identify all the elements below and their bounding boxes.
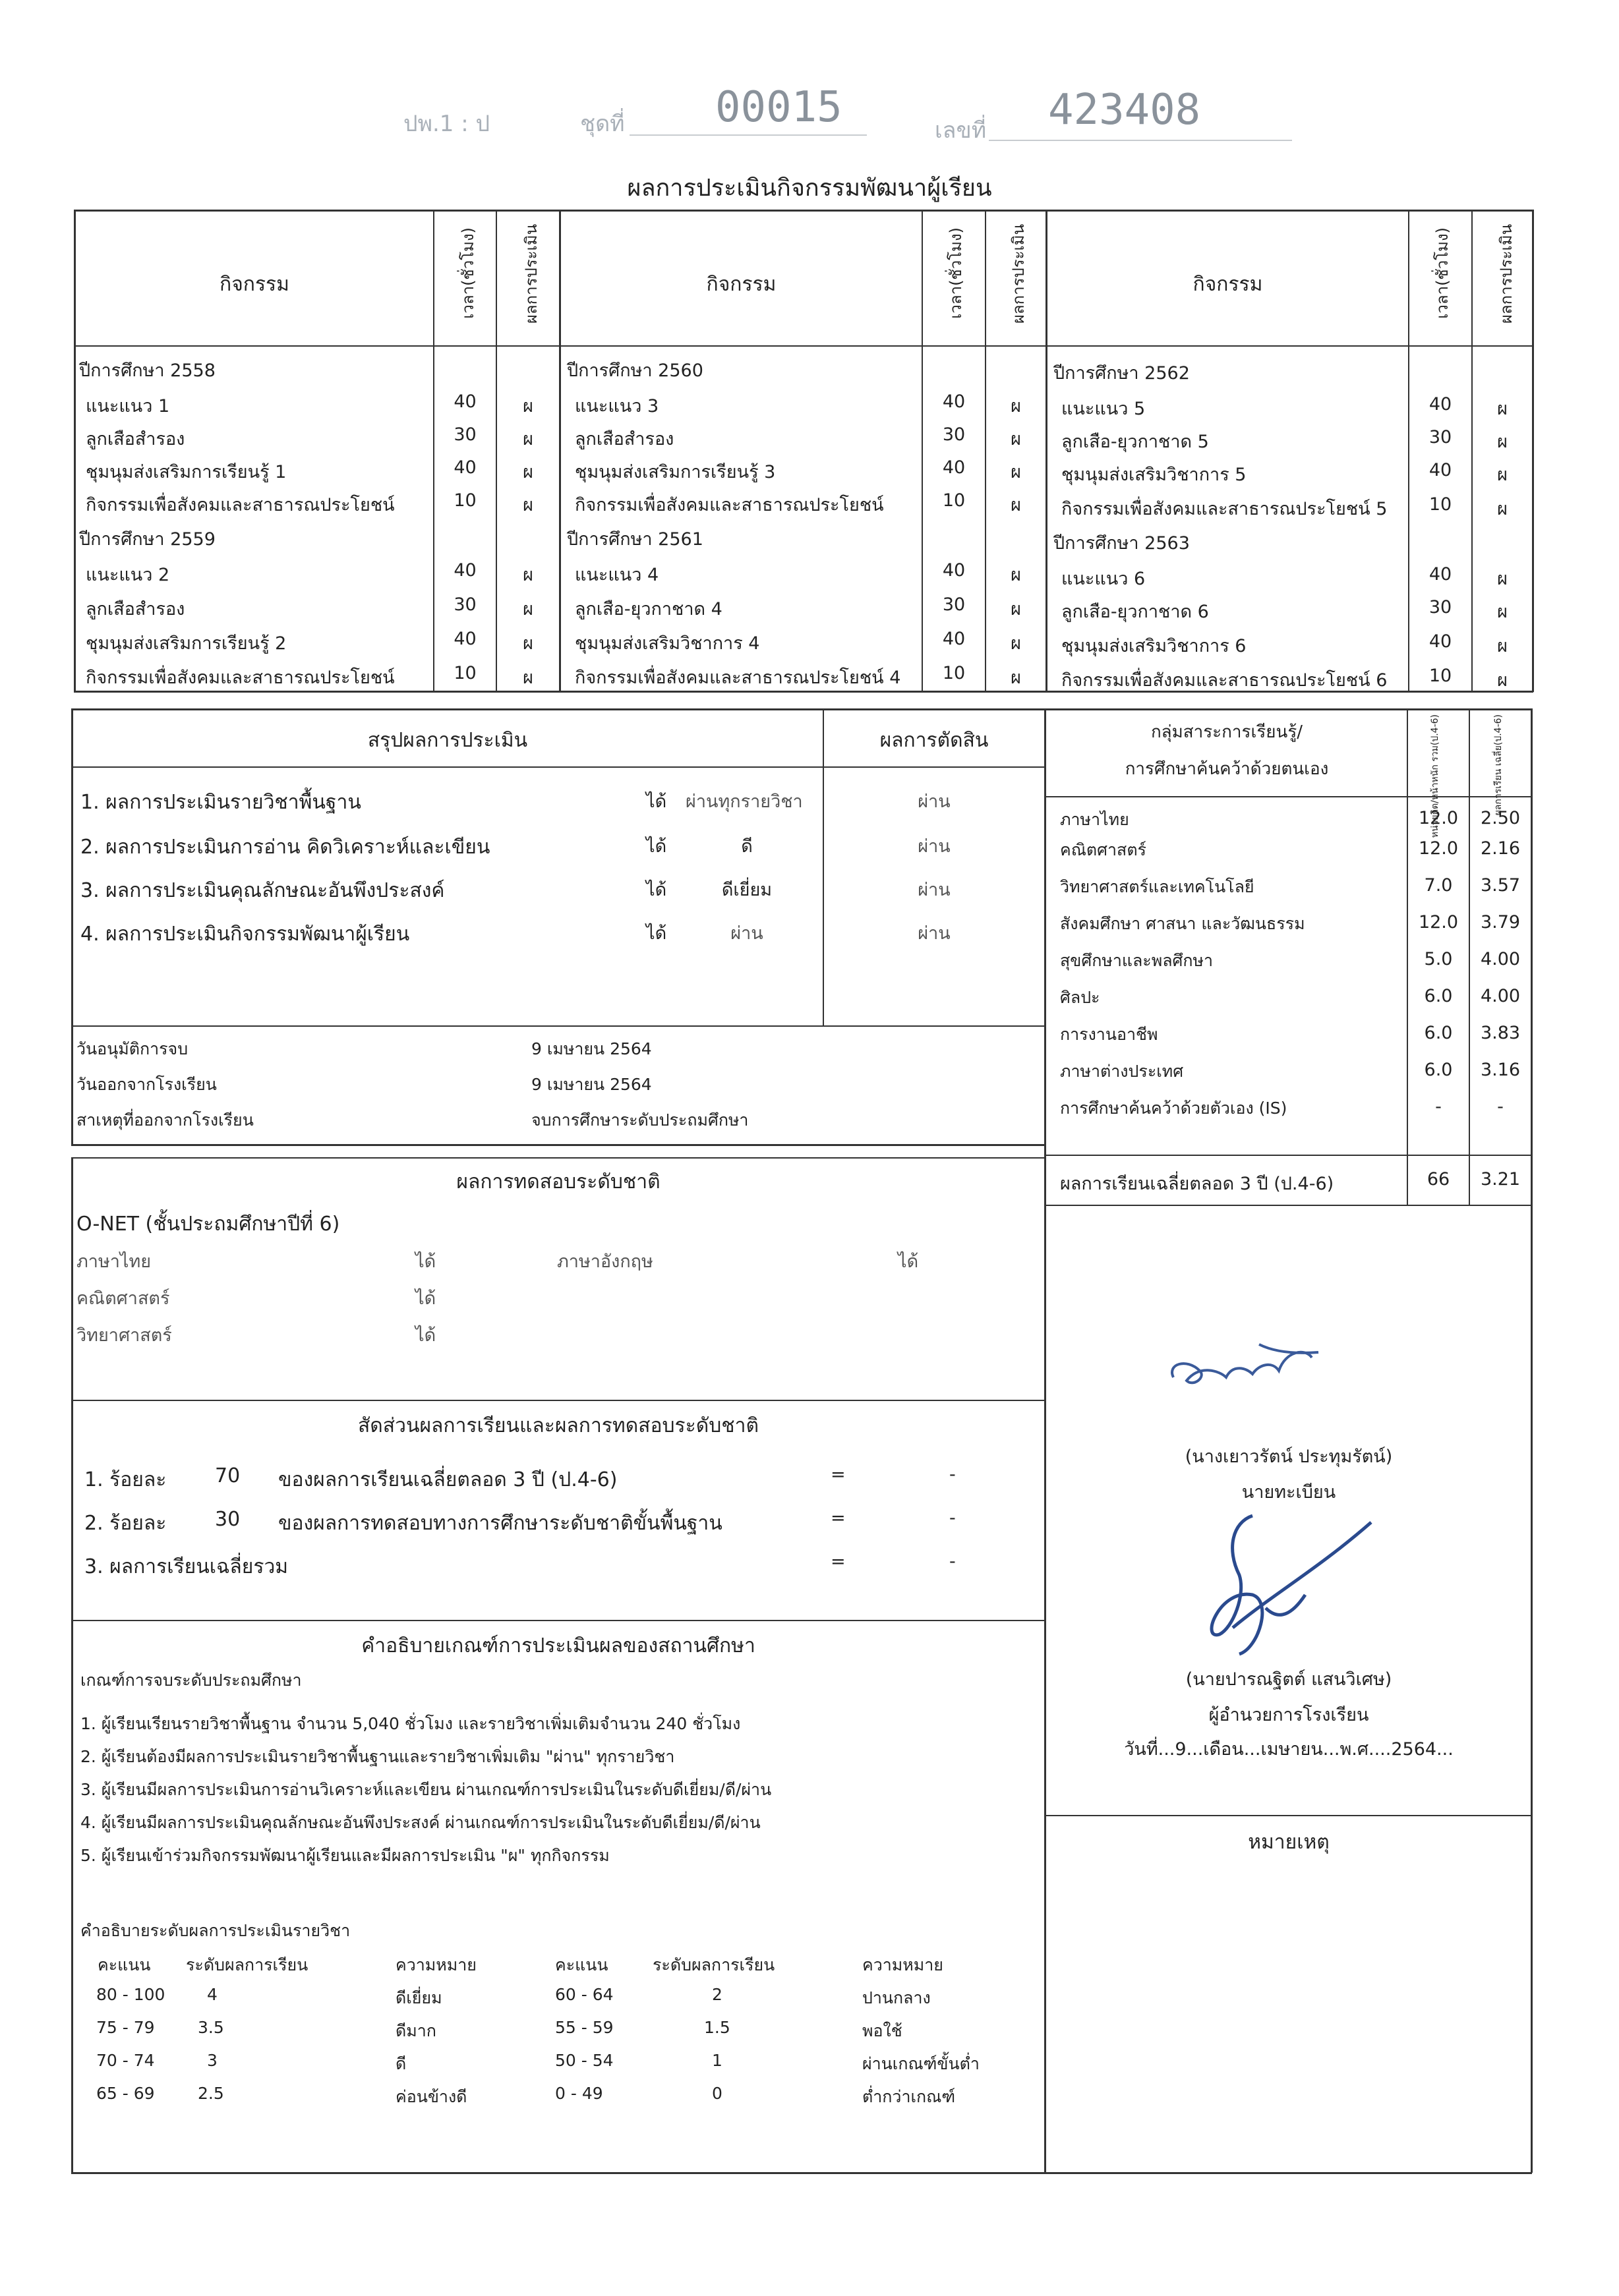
activity-hours: 40 [942,629,966,649]
activity-name: ชุมนุมส่งเสริมวิชาการ 5 [1061,465,1247,485]
grade-cell: 75 - 79 [96,2018,155,2037]
activity-result: ผ [523,429,533,449]
activity-hours: 40 [942,391,966,412]
subject-name: การงานอาชีพ [1060,1025,1158,1044]
activity-hours: 40 [454,391,477,412]
set-underline [630,134,867,136]
activity-name: แนะแนว 6 [1061,569,1146,589]
summary-item-label: 4. ผลการประเมินกิจกรรมพัฒนาผู้เรียน [80,923,410,946]
activity-name: ลูกเสือสำรอง [86,429,185,449]
criteria-item: 1. ผู้เรียนเรียนรายวิชาพื้นฐาน จำนวน 5,040 ชั่วโมง และรายวิชาเพิ่มเติมจำนวน 240 ชั่วโมง [80,1714,741,1733]
grade-cell: 2 [712,1985,722,2004]
activity-hours: 10 [1428,666,1452,686]
director-title: ผู้อำนวยการโรงเรียน [1208,1705,1369,1725]
subject-name: สังคมศึกษา ศาสนา และวัฒนธรรม [1060,914,1305,933]
year-label: ปีการศึกษา 2563 [1053,533,1190,554]
summary-item-label: 2. ผลการประเมินการอ่าน คิดวิเคราะห์และเขียน [80,836,490,859]
subject-credits: 6.0 [1424,1023,1453,1043]
subjects-col-grade: ผลการเรียน เฉลี่ย(ป.4-6) [1493,714,1504,816]
criteria-subtitle: เกณฑ์การจบระดับประถมศึกษา [80,1671,302,1690]
activity-result: ผ [523,599,533,619]
grade-header: คะแนน [98,1955,151,1974]
ratio-pct: 70 [215,1464,241,1487]
activity-name: แนะแนว 4 [575,565,659,585]
leave-reason-value: จบการศึกษาระดับประถมศึกษา [531,1110,749,1130]
activity-name: ชุมนุมส่งเสริมการเรียนรู้ 2 [86,633,287,654]
summary-item-got: ได้ [646,836,667,857]
activity-hours: 30 [454,594,477,615]
subject-name: วิทยาศาสตร์และเทคโนโลยี [1060,877,1254,896]
grade-cell: 2.5 [198,2084,224,2103]
grade-cell: 3.5 [198,2018,224,2037]
onet-subject: ภาษาไทย [76,1251,152,1272]
subject-name: ภาษาไทย [1060,810,1129,829]
average-label: ผลการเรียนเฉลี่ยตลอด 3 ปี (ป.4-6) [1060,1174,1334,1194]
ratio-eq: = [831,1464,846,1485]
subject-credits: 12.0 [1418,838,1459,859]
activity-hours: 40 [1428,460,1452,480]
activity-result: ผ [1011,668,1021,688]
activity-result: ผ [1497,602,1508,622]
ratio-eq: = [831,1508,846,1528]
subject-name: ศิลปะ [1060,988,1100,1007]
activity-result: ผ [1011,565,1021,585]
activity-name: ลูกเสือสำรอง [575,429,674,449]
activity-result: ผ [523,396,533,416]
grade-header: ระดับผลการเรียน [186,1955,309,1974]
activity-name: แนะแนว 2 [86,565,170,585]
set-number: 00015 [715,83,842,132]
subject-grade: 3.79 [1480,912,1521,933]
grade-cell: ดีมาก [396,2021,436,2040]
ratio-label: 1. ร้อยละ [84,1468,167,1491]
activity-hours: 10 [942,663,966,683]
criteria-item: 4. ผู้เรียนมีผลการประเมินคุณลักษณะอันพึงประสงค์ ผ่านเกณฑ์การประเมินในระดับดีเยี่ยม/ดี/ผ่าน [80,1813,761,1832]
col-hours-header-1: เวลา(ชั่วโมง) [459,227,477,319]
activity-hours: 40 [454,629,477,649]
activity-name: ลูกเสือสำรอง [86,599,185,619]
ratio-pct: 30 [215,1508,241,1531]
activity-name: ชุมนุมส่งเสริมวิชาการ 4 [575,633,760,654]
summary-item-got: ได้ [646,880,667,900]
activity-name: ลูกเสือ-ยุวกาชาด 5 [1061,432,1209,452]
grade-cell: ดี [396,2054,407,2073]
subject-grade: 4.00 [1480,949,1521,969]
activity-name: แนะแนว 1 [86,396,170,416]
approve-date-value: 9 เมษายน 2564 [531,1039,652,1058]
onet-subtitle: O-NET (ชั้นประถมศึกษาปีที่ 6) [76,1213,340,1236]
director-signature [1173,1496,1384,1667]
activity-result: ผ [523,668,533,688]
grade-cell: พอใช้ [862,2021,902,2040]
grade-cell: 80 - 100 [96,1985,165,2004]
activity-hours: 30 [1428,427,1452,447]
doc-number: 423408 [1048,86,1201,134]
summary-item-got: ได้ [646,791,667,812]
subject-grade: - [1497,1097,1504,1117]
subject-grade: 4.00 [1480,986,1521,1006]
grade-cell: 0 - 49 [555,2084,603,2103]
grade-cell: 70 - 74 [96,2051,155,2070]
ratio-value: - [949,1508,956,1528]
grade-cell: ผ่านเกณฑ์ขั้นต่ำ [862,2054,980,2073]
summary-item-decision: ผ่าน [918,923,951,944]
activity-result: ผ [1497,399,1508,419]
subject-grade: 2.50 [1480,808,1521,828]
director-name: (นายปารณฐิตต์ แสนวิเศษ) [1185,1669,1392,1690]
activity-hours: 30 [1428,597,1452,617]
remarks-title: หมายเหตุ [1248,1831,1330,1854]
activity-hours: 10 [942,490,966,511]
subject-credits: 12.0 [1418,808,1459,828]
leave-date-label: วันออกจากโรงเรียน [76,1075,217,1094]
activity-hours: 40 [942,560,966,581]
activity-name: กิจกรรมเพื่อสังคมและสาธารณประโยชน์ [86,668,395,688]
summary-item-decision: ผ่าน [918,791,951,812]
subject-name: การศึกษาค้นคว้าด้วยตัวเอง (IS) [1060,1099,1287,1118]
year-label: ปีการศึกษา 2558 [79,360,216,381]
grade-cell: 1.5 [704,2018,730,2037]
ratio-desc: ของผลการเรียนเฉลี่ยตลอด 3 ปี (ป.4-6) [278,1468,618,1491]
col-activity-header-3: กิจกรรม [1192,273,1263,296]
decision-title: ผลการตัดสิน [879,729,989,752]
summary-item-value: ผ่านทุกรายวิชา [686,791,803,812]
registrar-name: (นางเยาวรัตน์ ประทุมรัตน์) [1185,1447,1393,1467]
grade-header: คะแนน [555,1955,608,1974]
average-credits: 66 [1427,1169,1450,1190]
activity-name: ลูกเสือ-ยุวกาชาด 4 [575,599,722,619]
col-result-header-2: ผลการประเมิน [1009,224,1028,324]
subject-credits: - [1435,1097,1442,1117]
grade-cell: 60 - 64 [555,1985,614,2004]
page-title: ผลการประเมินกิจกรรมพัฒนาผู้เรียน [627,175,992,202]
activity-result: ผ [1497,670,1508,691]
subject-credits: 7.0 [1424,875,1453,896]
activity-hours: 10 [454,490,477,511]
activity-result: ผ [1497,636,1508,656]
ratio-label: 3. ผลการเรียนเฉลี่ยรวม [84,1555,289,1578]
activity-name: ลูกเสือ-ยุวกาชาด 6 [1061,602,1209,622]
grade-cell: 4 [207,1985,218,2004]
activity-name: ชุมนุมส่งเสริมวิชาการ 6 [1061,636,1247,656]
activity-hours: 40 [454,457,477,478]
activity-hours: 30 [942,594,966,615]
grade-cell: 65 - 69 [96,2084,155,2103]
activity-result: ผ [1011,429,1021,449]
signature-date: วันที่...9...เดือน...เมษายน...พ.ศ....2564... [1124,1739,1454,1760]
activity-result: ผ [523,565,533,585]
grade-cell: 55 - 59 [555,2018,614,2037]
subject-grade: 3.83 [1480,1023,1521,1043]
onet-subject: คณิตศาสตร์ [76,1288,170,1309]
ratio-desc: ของผลการทดสอบทางการศึกษาระดับชาติขั้นพื้นฐาน [278,1512,722,1535]
activity-result: ผ [523,462,533,482]
subject-credits: 5.0 [1424,949,1453,969]
activity-hours: 40 [1428,631,1452,652]
year-label: ปีการศึกษา 2561 [567,529,703,550]
grade-cell: 50 - 54 [555,2051,614,2070]
set-label: ชุดที่ [580,111,625,137]
onet-english-subject: ภาษาอังกฤษ [557,1251,653,1272]
summary-item-label: 1. ผลการประเมินรายวิชาพื้นฐาน [80,791,361,814]
summary-item-label: 3. ผลการประเมินคุณลักษณะอันพึงประสงค์ [80,879,445,902]
summary-title: สรุปผลการประเมิน [367,729,528,752]
grade-cell: ค่อนข้างดี [396,2087,467,2106]
col-result-header-1: ผลการประเมิน [522,224,541,324]
activity-name: แนะแนว 3 [575,396,659,416]
summary-item-decision: ผ่าน [918,836,951,857]
activity-name: กิจกรรมเพื่อสังคมและสาธารณประโยชน์ [86,495,395,515]
onet-subject: วิทยาศาสตร์ [76,1325,172,1346]
activity-hours: 30 [942,424,966,445]
activity-name: กิจกรรมเพื่อสังคมและสาธารณประโยชน์ 6 [1061,670,1388,691]
activity-result: ผ [1011,599,1021,619]
registrar-title: นายทะเบียน [1241,1482,1336,1503]
activity-name: กิจกรรมเพื่อสังคมและสาธารณประโยชน์ 4 [575,668,901,688]
activity-hours: 10 [454,663,477,683]
year-label: ปีการศึกษา 2559 [79,529,216,550]
criteria-item: 2. ผู้เรียนต้องมีผลการประเมินรายวิชาพื้นฐานและรายวิชาเพิ่มเติม "ผ่าน" ทุกรายวิชา [80,1747,675,1766]
subject-grade: 3.57 [1480,875,1521,896]
subjects-header-line1: กลุ่มสาระการเรียนรู้/ [1150,722,1303,742]
subject-name: คณิตศาสตร์ [1060,840,1146,859]
average-grade: 3.21 [1480,1169,1521,1190]
criteria-title: คำอธิบายเกณฑ์การประเมินผลของสถานศึกษา [361,1634,755,1657]
leave-date-value: 9 เมษายน 2564 [531,1075,652,1094]
leave-reason-label: สาเหตุที่ออกจากโรงเรียน [76,1110,254,1130]
grade-cell: ปานกลาง [862,1988,931,2007]
subjects-header-line2: การศึกษาค้นคว้าด้วยตนเอง [1125,759,1329,779]
ratio-value: - [949,1551,956,1572]
no-label: เลขที่ [935,117,987,144]
activity-result: ผ [1497,432,1508,452]
col-hours-header-3: เวลา(ชั่วโมง) [1433,227,1452,319]
summary-item-value: ผ่าน [730,923,763,944]
summary-item-decision: ผ่าน [918,880,951,900]
activity-result: ผ [1497,569,1508,589]
ratio-label: 2. ร้อยละ [84,1512,167,1535]
activity-name: ชุมนุมส่งเสริมการเรียนรู้ 3 [575,462,776,482]
approve-date-label: วันอนุมัติการจบ [76,1039,189,1058]
activity-hours: 40 [942,457,966,478]
subject-grade: 2.16 [1480,838,1521,859]
grade-cell: 0 [712,2084,722,2103]
subject-credits: 6.0 [1424,986,1453,1006]
criteria-item: 3. ผู้เรียนมีผลการประเมินการอ่านวิเคราะห์และเขียน ผ่านเกณฑ์การประเมินในระดับดีเยี่ยม/ดี/ผ่าน [80,1780,772,1799]
col-result-header-3: ผลการประเมิน [1497,224,1516,324]
subject-name: ภาษาต่างประเทศ [1060,1062,1184,1081]
ratio-value: - [949,1464,956,1485]
activity-hours: 40 [454,560,477,581]
activity-name: กิจกรรมเพื่อสังคมและสาธารณประโยชน์ [575,495,884,515]
onet-english-result: ได้ [898,1251,919,1272]
activity-result: ผ [523,633,533,654]
col-hours-header-2: เวลา(ชั่วโมง) [947,227,965,319]
activity-result: ผ [1497,499,1508,519]
activity-hours: 40 [1428,394,1452,415]
activity-result: ผ [1011,462,1021,482]
grade-header: ระดับผลการเรียน [653,1955,775,1974]
ratio-title: สัดส่วนผลการเรียนและผลการทดสอบระดับชาติ [358,1414,759,1437]
activity-name: ชุมนุมส่งเสริมการเรียนรู้ 1 [86,462,287,482]
subject-credits: 6.0 [1424,1060,1453,1080]
grade-header: ความหมาย [862,1955,943,1974]
subject-grade: 3.16 [1480,1060,1521,1080]
registrar-signature [1160,1325,1332,1404]
ratio-eq: = [831,1551,846,1572]
grade-cell: 3 [207,2051,218,2070]
activity-hours: 40 [1428,564,1452,585]
subject-name: สุขศึกษาและพลศึกษา [1060,951,1214,970]
criteria-item: 5. ผู้เรียนเข้าร่วมกิจกรรมพัฒนาผู้เรียนและมีผลการประเมิน "ผ" ทุกกิจกรรม [80,1846,610,1865]
activity-result: ผ [1011,495,1021,515]
grade-header: ความหมาย [396,1955,477,1974]
onet-result: ได้ [415,1325,436,1346]
year-label: ปีการศึกษา 2560 [567,360,703,381]
activity-result: ผ [523,495,533,515]
activity-result: ผ [1011,396,1021,416]
col-activity-header-1: กิจกรรม [220,273,289,296]
activity-result: ผ [1497,465,1508,485]
onet-result: ได้ [415,1251,436,1272]
form-code: ปพ.1 : ป [403,111,490,137]
no-underline [989,140,1292,141]
col-activity-header-2: กิจกรรม [706,273,777,296]
grade-cell: 1 [712,2051,722,2070]
grade-cell: ต่ำกว่าเกณฑ์ [862,2087,956,2106]
activity-name: แนะแนว 5 [1061,399,1146,419]
activity-hours: 30 [454,424,477,445]
grade-cell: ดีเยี่ยม [396,1988,442,2007]
onet-title: ผลการทดสอบระดับชาติ [456,1170,661,1193]
subject-credits: 12.0 [1418,912,1459,933]
activity-result: ผ [1011,633,1021,654]
activity-hours: 10 [1428,494,1452,515]
subjects-col-credits: หน่วยกิต/หน้าหนัก รวม(ป.4-6) [1430,714,1440,838]
year-label: ปีการศึกษา 2562 [1053,363,1190,384]
summary-item-got: ได้ [646,923,667,944]
summary-item-value: ดีเยี่ยม [721,880,773,900]
onet-result: ได้ [415,1288,436,1309]
activity-name: กิจกรรมเพื่อสังคมและสาธารณประโยชน์ 5 [1061,499,1388,519]
summary-item-value: ดี [741,836,753,857]
grade-title: คำอธิบายระดับผลการประเมินรายวิชา [80,1921,351,1940]
